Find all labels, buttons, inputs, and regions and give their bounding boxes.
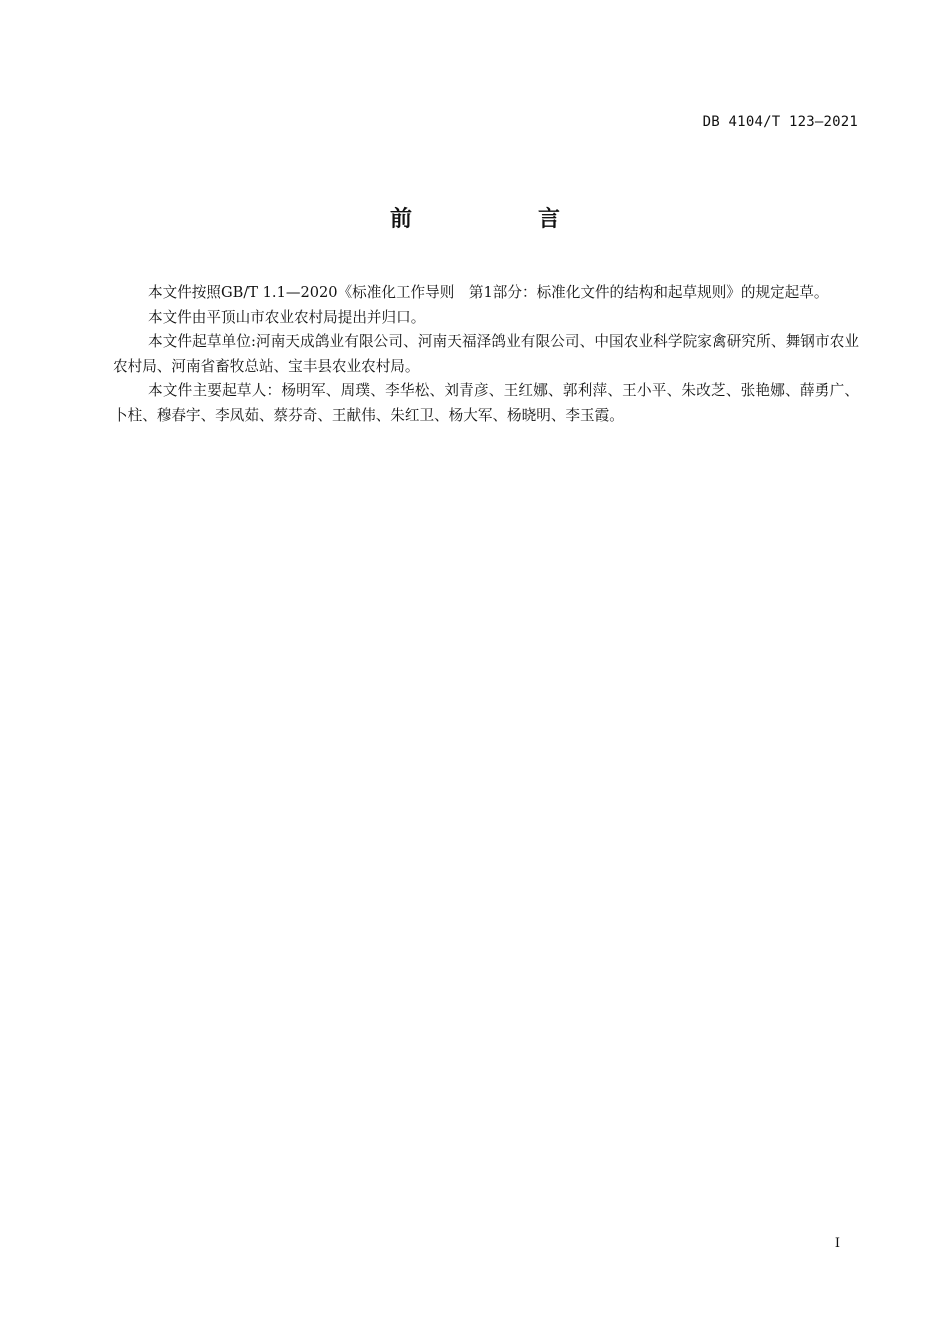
- foreword-body: [113, 281, 859, 428]
- paragraph-drafting-basis: 本文件按照GB/T 1.1—2020《标准化工作导则 第1部分：标准化文件的结构和起草规则》的规定起草。: [148, 284, 829, 301]
- section-title: 前 言: [389, 207, 612, 232]
- document-code: DB 4104/T 123—2021: [702, 114, 858, 130]
- paragraph-proposer: 本文件由平顶山市农业农村局提出并归口。: [148, 308, 426, 326]
- paragraph-drafters: 本文件主要起草人：杨明军、周璞、李华松、刘青彦、王红娜、郭利萍、王小平、朱改芝、张艳娜、薛勇广、卜柱、穆春宇、李凤茹、蔡芬奇、王献伟、朱红卫、杨大军、杨晓明、李玉霞。: [113, 382, 859, 424]
- page-number: I: [834, 1236, 840, 1251]
- paragraph-drafting-units: 本文件起草单位:河南天成鸽业有限公司、河南天福泽鸽业有限公司、中国农业科学院家禽研究所、舞钢市农业农村局、河南省畜牧总站、宝丰县农业农村局。: [113, 333, 859, 375]
